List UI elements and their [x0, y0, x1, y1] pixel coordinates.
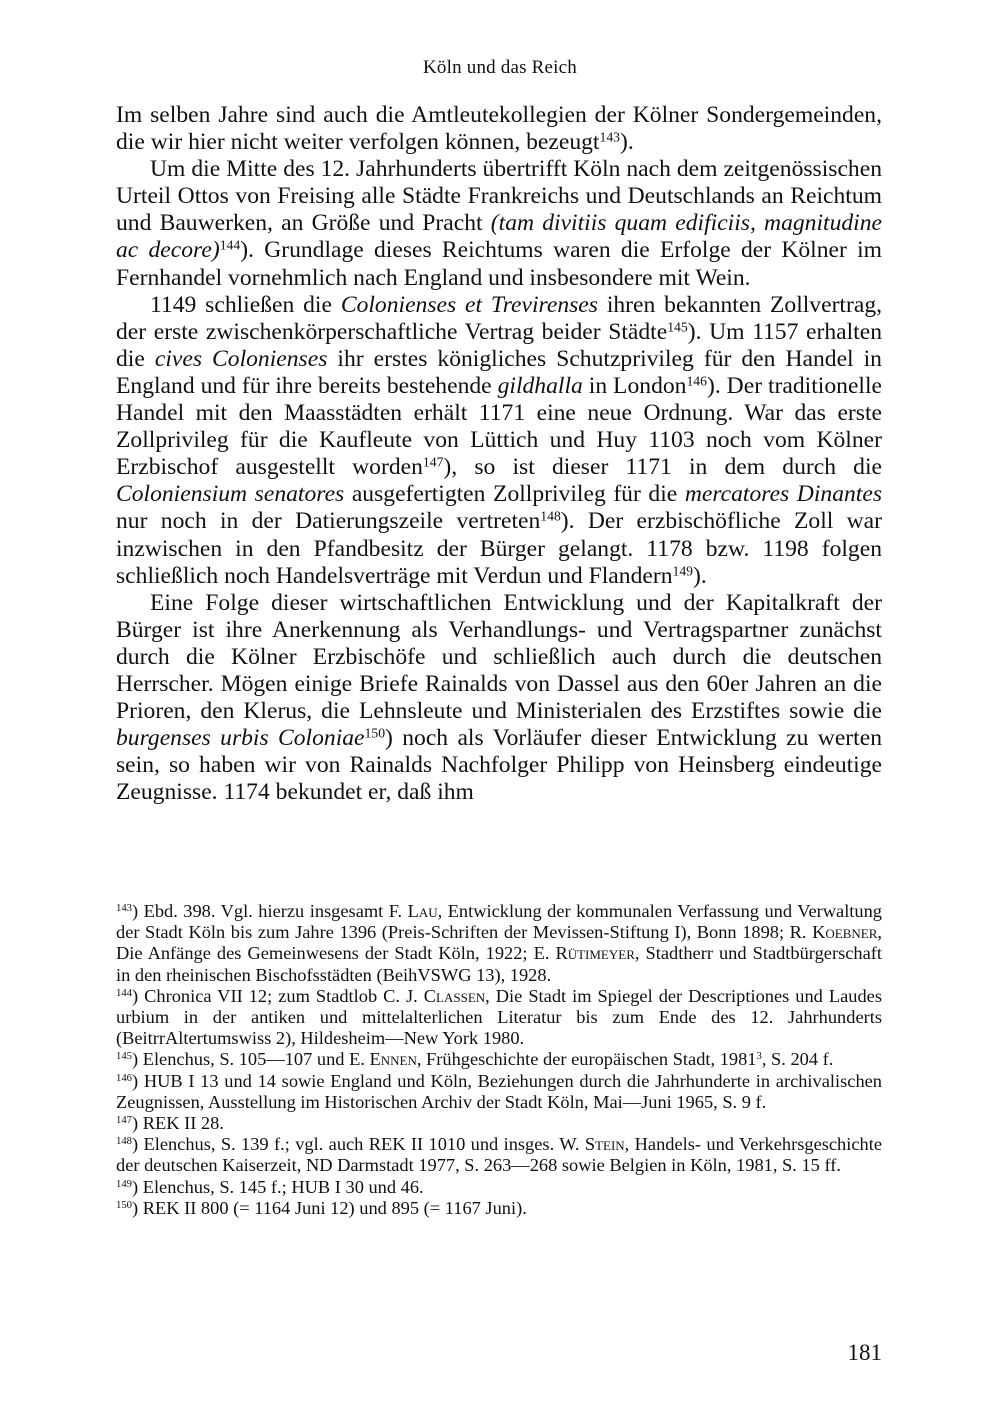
text-run: Um die Mitte des 12. Jahrhunderts übertrifft Köln nach dem zeitgenössischen Urteil Ottos von Freising alle Städte Frankreichs und Deutschlands an Reichtum und Bauwerken, an Größe und Pracht	[116, 156, 882, 237]
footnote-ref: 149	[672, 563, 694, 579]
text-run: 1149 schließen die	[150, 291, 341, 318]
footnote-ref: 146	[116, 1071, 132, 1084]
text-run: ).	[693, 562, 707, 589]
footnote-ref: 145	[116, 1050, 132, 1063]
text-run: ), so ist dieser 1171 in dem durch die	[443, 454, 882, 481]
footnote-ref: 143	[116, 902, 132, 915]
text-run: ). Der erzbischöfliche Zoll war inzwischen in den Pfandbesitz der Bürger gelangt. 1178 bzw. 1198 folgen schließlich noch Handelsverträge mit Verdun und Flandern	[116, 508, 882, 589]
author-name: Classen	[423, 985, 486, 1006]
text-run: , Stadtherr und Stadtbürgerschaft in den rheinischen Bischofsstädten (BeihVSWG 13), 1928.	[116, 943, 882, 985]
footnote-ref: 149	[116, 1177, 132, 1190]
text-run: ihr erstes königliches Schutzprivileg für den Handel in England und für ihre bereits bestehende	[116, 345, 882, 399]
italic-run: gildhalla	[497, 372, 583, 399]
footnote-ref: 145	[667, 319, 688, 335]
author-name: Ennen	[369, 1049, 417, 1070]
page-number: 181	[847, 1340, 882, 1365]
footnote-ref: 150	[364, 725, 386, 741]
italic-run: mercatores Dinantes	[684, 481, 883, 508]
author-name: Lau	[407, 901, 438, 921]
footnote	[116, 1071, 882, 1113]
footnote	[116, 1198, 882, 1219]
footnote	[116, 901, 882, 986]
footnote-ref: 144	[219, 237, 241, 253]
text-run: ) REK II 800 (= 1164 Juni 12) und 895 (= 1167 Juni).	[131, 1197, 527, 1218]
text-run: ) Ebd. 398. Vgl. hierzu insgesamt F.	[131, 901, 408, 921]
paragraph	[116, 590, 882, 807]
footnote	[116, 986, 882, 1050]
footnotes	[116, 901, 882, 1219]
text-run: ihren bekannten Zollvertrag, der erste zwischenkörperschaftliche Vertrag beider Städte	[116, 291, 883, 345]
footnote	[116, 1113, 882, 1134]
text-run: Eine Folge dieser wirtschaftlichen Entwicklung und der Kapitalkraft der Bürger ist ihre Anerkennung als Verhandlungs- und Vertragspartner zunächst durch die Kölner Erzbischöfe und schließlich auch durch die deutschen Herrscher. Mögen einige Briefe Rainalds von Dassel aus den 60er Jahren an die Prioren, den Klerus, die Lehnsleute und Ministerialen des Erzstiftes sowie die	[116, 589, 882, 725]
author-name: Stein	[584, 1134, 625, 1155]
footnote-ref: 148	[116, 1135, 132, 1148]
footnote-ref: 146	[686, 373, 707, 389]
italic-run: cives Colonienses	[154, 345, 328, 372]
footnote	[116, 1049, 882, 1070]
text-run: ).	[620, 129, 634, 156]
footnote-ref: 148	[540, 508, 561, 524]
text-run: ). Um 1157 erhalten die	[116, 318, 882, 372]
italic-run: (tam divitiis quam edificiis, magnitudine ac decore)	[116, 210, 883, 264]
text-run: in London	[582, 372, 687, 399]
text-run: , Entwicklung der kommunalen Verfassung und Verwaltung der Stadt Köln bis zum Jahre 1396 (Preis-Schriften der Mevissen-Stiftung I), Bonn 1898; R.	[116, 901, 882, 943]
paragraph	[116, 156, 882, 291]
text-run: , Handels- und Verkehrsgeschichte der deutschen Kaiserzeit, ND Darmstadt 1977, S. 263—268 sowie Belgien in Köln, 1981, S. 15 ff.	[116, 1134, 882, 1176]
text-run: Im selben Jahre sind auch die Amtleutekollegien der Kölner Sondergemeinden, die wir hier nicht weiter verfolgen können, bezeugt	[116, 102, 882, 156]
footnote	[116, 1134, 882, 1176]
text-run: , Frühgeschichte der europäischen Stadt, 1981	[416, 1049, 757, 1070]
footnote-ref: 147	[116, 1114, 132, 1127]
text-run: ). Der traditionelle Handel mit den Maasstädten erhält 1171 eine neue Ordnung. War das erste Zollprivileg für die Kaufleute von Lüttich und Huy 1103 noch vom Kölner Erzbischof ausgestellt worden	[116, 372, 882, 481]
paragraph	[116, 292, 882, 590]
author-name: Koebner	[812, 922, 878, 943]
footnote	[116, 1177, 882, 1198]
text-run: , Die Anfänge des Gemeinwesens der Stadt Köln, 1922; E.	[116, 922, 882, 964]
footnote-ref: 147	[422, 454, 444, 470]
text-run: ). Grundlage dieses Reichtums waren die Erfolge der Kölner im Fernhandel vornehmlich nach England und insbesondere mit Wein.	[116, 237, 882, 291]
italic-run: burgenses urbis Coloniae	[116, 725, 365, 752]
text-run: ) Elenchus, S. 145 f.; HUB I 30 und 46.	[131, 1176, 424, 1197]
footnote-ref: 143	[599, 129, 621, 145]
footnote-ref: 3	[756, 1050, 762, 1063]
text-run: ) REK II 28.	[131, 1113, 224, 1134]
text-run: ) noch als Vorläufer dieser Entwicklung zu werten sein, so haben wir von Rainalds Nachfolger Philipp von Heinsberg eindeutige Zeugnisse. 1174 bekundet er, daß ihm	[116, 725, 882, 806]
italic-run: Colonienses et Trevirenses	[340, 291, 598, 318]
text-run: ) HUB I 13 und 14 sowie England und Köln, Beziehungen durch die Jahrhunderte in archivalischen Zeugnissen, Ausstellung im Historischen Archiv der Stadt Köln, Mai—Juni 1965, S. 9 f.	[116, 1070, 882, 1112]
text-run: , Die Stadt im Spiegel der Descriptiones und Laudes urbium in der antiken und mittelalterlichen Literatur bis zum Ende des 12. Jahrhunderts (BeitrrAltertumswiss 2), Hildesheim—New York 1980.	[116, 985, 882, 1049]
footnote-ref: 150	[116, 1198, 132, 1211]
text-run: ausgefertigten Zollprivileg für die	[344, 481, 685, 508]
italic-run: Coloniensium senatores	[116, 481, 345, 508]
text-run: ) Chronica VII 12; zum Stadtlob C. J.	[131, 985, 424, 1006]
text-run: ) Elenchus, S. 139 f.; vgl. auch REK II 1010 und insges. W.	[131, 1134, 585, 1155]
text-run: ) Elenchus, S. 105—107 und E.	[131, 1049, 370, 1070]
text-run: nur noch in der Datierungszeile vertreten	[116, 508, 541, 535]
footnote-ref: 144	[116, 986, 132, 999]
author-name: Rütimeyer	[555, 943, 635, 964]
text-run: , S. 204 f.	[761, 1049, 834, 1070]
running-head: Köln und das Reich	[423, 57, 577, 78]
paragraph	[116, 102, 882, 156]
main-text	[116, 102, 882, 806]
